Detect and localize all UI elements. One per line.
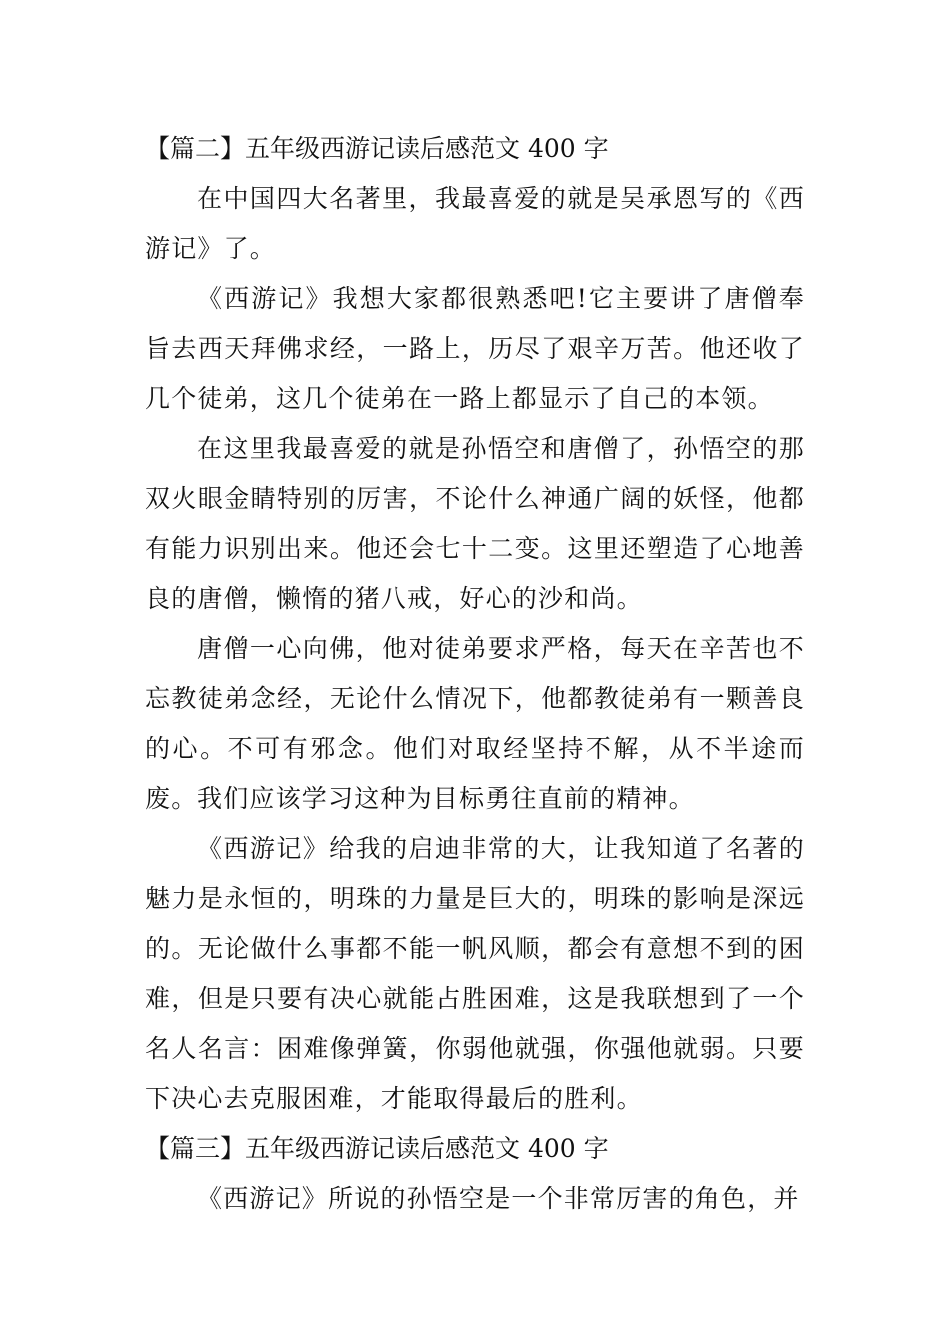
paragraph: 在中国四大名著里，我最喜爱的就是吴承恩写的《西游记》了。 bbox=[145, 184, 805, 263]
paragraph: 唐僧一心向佛，他对徒弟要求严格，每天在辛苦也不忘教徒弟念经，无论什么情况下，他都教徒弟有一颗善良的心。不可有邪念。他们对取经坚持不解，从不半途而废。 bbox=[145, 634, 805, 813]
paragraph: 《西游记》给我的启迪非常的大，让我知道了名著的魅力是永恒的，明珠的力量是巨大的，明珠的影响是深远的。无论做什么事都不能一帆风顺，都会有意想不到的困难，但是只要有决心就能占胜困难，这是我联想到了一个名人名言：困难像弹簧，你弱他就强，你强他就弱。只要下决心去克服困难，才能取得最后的胜利。 bbox=[145, 834, 805, 1113]
section-heading: 【篇二】五年级西游记读后感范文 400 字 bbox=[145, 134, 609, 163]
paragraph: 《西游记》我想大家都很熟悉吧!它主要讲了唐僧奉旨去西天拜佛求经，一路上，历尽了艰辛万苦。他还收了几个徒弟，这几个徒弟在一路上都显示了自己的本领。 bbox=[145, 284, 805, 413]
paragraph: 我们应该学习这种为目标勇往直前的精神。 bbox=[197, 784, 695, 813]
paragraph: 《西游记》所说的孙悟空是一个非常厉害的角色，并 bbox=[197, 1184, 800, 1213]
paragraph: 在这里我最喜爱的就是孙悟空和唐僧了，孙悟空的那双火眼金睛特别的厉害，不论什么神通广阔的妖怪，他都有能力识别出来。他还会七十二变。这里还塑造了心地善良的唐僧，懒惰的猪八戒，好心的沙和尚。 bbox=[145, 434, 805, 613]
section-heading: 【篇三】五年级西游记读后感范文 400 字 bbox=[145, 1134, 609, 1163]
